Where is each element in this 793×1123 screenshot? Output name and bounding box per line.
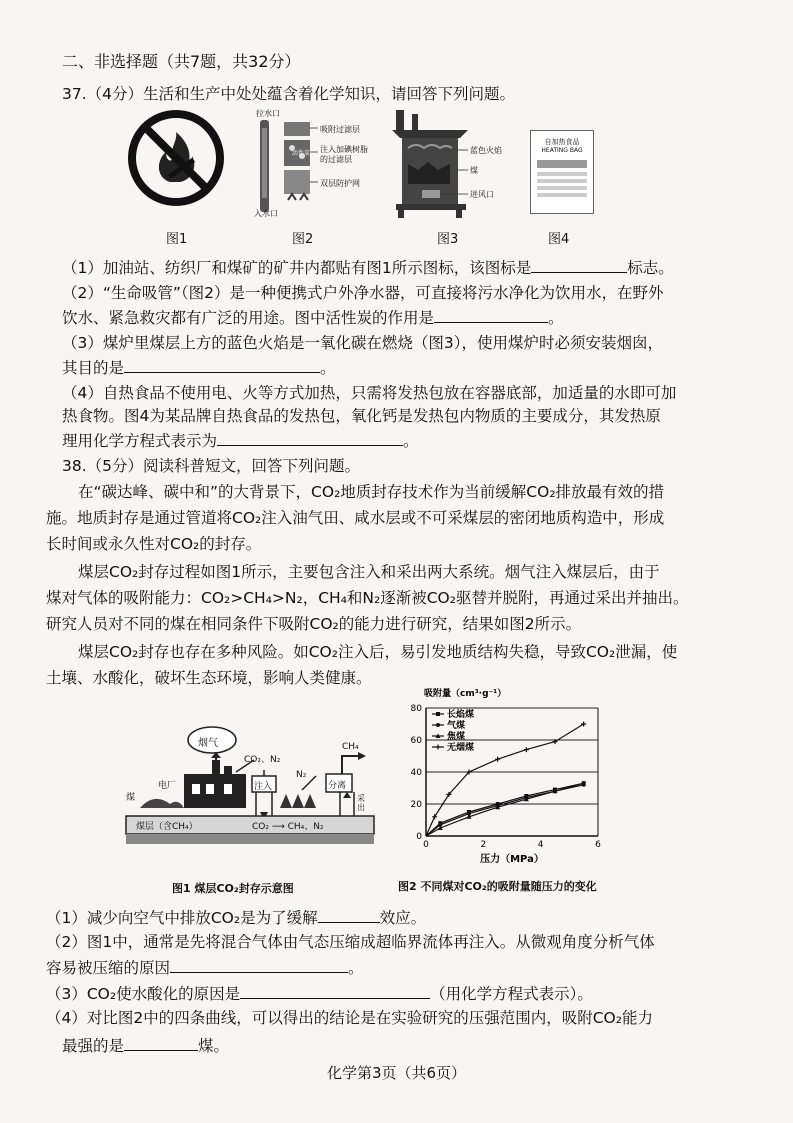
q38-part3: （3）CO₂使水酸化的原因是 （用化学方程式表示）。	[46, 982, 593, 1004]
fig2-caption: 图2	[292, 232, 314, 247]
legend-label-3: 焦煤	[447, 732, 466, 742]
y-tick-label: 80	[410, 704, 422, 714]
diag-label-flow: CO₂ ⟶ CH₄、N₂	[252, 822, 324, 832]
series-line-2	[426, 785, 584, 836]
q37-stem: 37.（4分）生活和生产中处处蕴含着化学知识，请回答下列问题。	[62, 85, 516, 103]
diag-label-ch4: CH₄	[342, 742, 359, 752]
q38-para3-line1: 煤层CO₂封存也存在多种风险。如CO₂注入后，易引发地质结构失稳，导致CO₂泄漏，使	[78, 643, 678, 661]
q37-part1: （1）加油站、纺织厂和煤矿的矿井内都贴有图1所示图标，该图标是 标志。	[62, 256, 674, 278]
y-tick-label: 60	[410, 736, 422, 746]
q38-para1-line3: 长时间或永久性对CO₂的封存。	[46, 535, 262, 553]
diag-label-inject: 注入	[254, 782, 273, 792]
q37-part2-line1: （2）“生命吸管”（图2）是一种便携式户外净水器，可直接将污水净化为饮用水，在野外	[62, 284, 664, 302]
q38-part4-line2: 最强的是 煤。	[62, 1034, 229, 1056]
q38-para2-line3: 研究人员对不同的煤在相同条件下吸附CO₂的能力进行研究，结果如图2所示。	[46, 615, 582, 633]
q38-para1-line2: 施。地质封存是通过管道将CO₂注入油气田、咸水层或不可采煤层的密闭地质构造中，形成	[46, 509, 665, 527]
y-tick-label: 40	[410, 768, 422, 778]
series-4-point	[495, 757, 500, 762]
fig3-label-flame: 蓝色火焰	[470, 146, 502, 155]
diag-label-seam: 煤层（含CH₄）	[136, 822, 198, 832]
q38-part2-line1: （2）图1中，通常是先将混合气体由气态压缩成超临界流体再注入。从微观角度分析气体	[46, 933, 655, 951]
co2-storage-diagram	[120, 712, 380, 850]
q37-part4-line3: 理用化学方程式表示为 。	[62, 429, 419, 451]
y-axis-label: 吸附量（cm³·g⁻¹）	[424, 689, 507, 699]
q38-part4-line1: （4）对比图2中的四条曲线，可以得出的结论是在实验研究的压强范围内，吸附CO₂能力	[46, 1009, 653, 1027]
fig1-caption: 图1	[166, 232, 188, 247]
fig3-caption: 图3	[437, 232, 459, 247]
legend-marker-1	[436, 712, 440, 716]
q38-para2-line1: 煤层CO₂封存过程如图1所示，主要包含注入和采出两大系统。烟气注入煤层后，由于	[78, 563, 660, 581]
fig2-label-outlet: 拉水口	[256, 109, 280, 118]
q38-part1: （1）减少向空气中排放CO₂是为了缓解 效应。	[46, 906, 426, 928]
fig3-label-coal: 煤	[470, 166, 478, 175]
page-footer: 化学第3页（共6页）	[326, 1064, 467, 1082]
q38-fig2-caption: 图2 不同煤对CO₂的吸附量随压力的变化	[398, 880, 597, 893]
legend-label-4: 无烟煤	[447, 743, 475, 753]
q38-stem: 38.（5分）阅读科普短文，回答下列问题。	[62, 457, 361, 475]
coal-stove-figure	[386, 108, 516, 220]
y-tick-label: 0	[416, 832, 422, 842]
q38-para1-line1: 在“碳达峰、碳中和”的大背景下，CO₂地质封存技术作为当前缓解CO₂排放最有效的措	[78, 483, 665, 501]
x-tick-label: 6	[595, 840, 601, 850]
fig4-subtitle: HEATING BAG	[541, 147, 583, 154]
fig4-caption: 图4	[548, 232, 570, 247]
series-line-3	[426, 783, 584, 836]
adsorption-chart	[396, 682, 616, 872]
diag-label-smoke: 烟气	[198, 738, 218, 749]
q37-part3-line2: 其目的是 。	[62, 356, 336, 378]
diag-label-co2n2: CO₂、N₂	[244, 755, 281, 765]
fig2-label-adsorb: 吸附过滤层	[320, 125, 360, 134]
fig2-label-carbon: 活性炭	[292, 150, 311, 157]
q37-part4-line1: （4）自热食品不使用电、火等方式加热，只需将发热包放在容器底部，加适量的水即可加	[62, 384, 677, 402]
legend-marker-2	[436, 723, 440, 727]
diag-label-plant: 电厂	[158, 781, 177, 791]
x-tick-label: 2	[480, 840, 487, 850]
x-axis-label: 压力（MPa）	[480, 854, 544, 865]
y-tick-label: 20	[410, 800, 422, 810]
fig2-label-mesh: 双层防护网	[320, 179, 360, 188]
series-line-1	[426, 783, 584, 836]
fig2-label-iodine: 注入加碘树脂	[320, 145, 368, 154]
q38-para3-line2: 土壤、水酸化，破坏生态环境，影响人类健康。	[46, 669, 372, 687]
legend-marker-4	[436, 745, 441, 750]
no-fire-sign-icon	[126, 108, 226, 208]
x-tick-label: 4	[537, 840, 544, 850]
diag-label-n2: N₂	[296, 770, 307, 780]
q37-part4-line2: 热食物。图4为某品牌自热食品的发热包，氧化钙是发热包内物质的主要成分，其发热原	[62, 407, 661, 425]
q38-fig1-caption: 图1 煤层CO₂封存示意图	[172, 882, 294, 895]
section-header: 二、非选择题（共7题，共32分）	[62, 52, 301, 71]
q38-para2-line2: 煤对气体的吸附能力：CO₂>CH₄>N₂，CH₄和N₂逐渐被CO₂驱替并脱附，再通过采出并抽出。	[46, 589, 689, 607]
q37-part3-line1: （3）煤炉里煤层上方的蓝色火焰是一氧化碳在燃烧（图3），使用煤炉时必须安装烟囱，	[62, 334, 663, 352]
fig4-title: 自加热食品	[544, 138, 580, 146]
q38-part2-line2: 容易被压缩的原因 。	[46, 956, 364, 978]
fig2-label-inlet: 入水口	[254, 209, 278, 218]
legend-label-2: 气煤	[447, 721, 466, 731]
fig2-label-filter: 的过滤层	[320, 155, 352, 164]
x-tick-label: 0	[423, 840, 429, 850]
fig3-label-air: 进风口	[470, 190, 494, 199]
heating-bag-figure	[530, 130, 594, 214]
q37-part2-line2: 饮水、紧急救灾都有广泛的用途。图中活性炭的作用是 。	[62, 306, 564, 328]
diag-label-extract: 采出	[357, 794, 365, 812]
diag-label-coal: 煤	[126, 793, 136, 803]
life-straw-figure	[248, 108, 378, 220]
series-4-point	[524, 747, 529, 752]
legend-label-1: 长焰煤	[447, 710, 475, 720]
diag-label-separate: 分离	[328, 781, 347, 791]
